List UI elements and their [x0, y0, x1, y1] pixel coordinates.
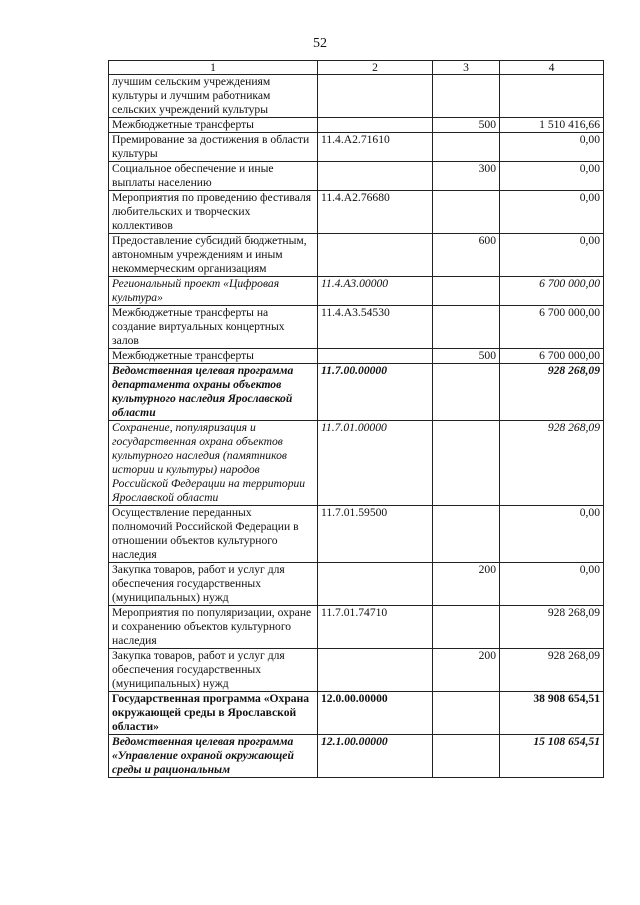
row-name-cell: Межбюджетные трансферты	[109, 118, 318, 133]
row-amount-cell: 0,00	[500, 563, 604, 606]
table-header-row	[109, 61, 604, 75]
row-type-cell: 200	[433, 649, 500, 692]
row-amount-cell: 0,00	[500, 191, 604, 234]
row-code-cell	[318, 234, 433, 277]
row-type-cell	[433, 506, 500, 563]
row-amount-cell: 1 510 416,66	[500, 118, 604, 133]
row-type-cell	[433, 692, 500, 735]
table-row	[109, 162, 604, 191]
table-row	[109, 606, 604, 649]
table-row	[109, 277, 604, 306]
row-amount-cell: 0,00	[500, 506, 604, 563]
row-amount-cell: 0,00	[500, 133, 604, 162]
column-header-1: 1	[109, 61, 318, 75]
row-amount-cell: 38 908 654,51	[500, 692, 604, 735]
row-name-cell: Межбюджетные трансферты на создание виртуальных концертных залов	[109, 306, 318, 349]
row-code-cell: 11.4.A2.76680	[318, 191, 433, 234]
row-type-cell	[433, 75, 500, 118]
table-row	[109, 421, 604, 506]
row-type-cell	[433, 133, 500, 162]
row-name-cell: Закупка товаров, работ и услуг для обеспечения государственных (муниципальных) нужд	[109, 563, 318, 606]
table-row	[109, 306, 604, 349]
row-type-cell	[433, 191, 500, 234]
row-type-cell	[433, 306, 500, 349]
row-code-cell: 11.7.01.59500	[318, 506, 433, 563]
row-name-cell: Предоставление субсидий бюджетным, автономным учреждениям и иным некоммерческим организациям	[109, 234, 318, 277]
row-code-cell: 11.7.01.74710	[318, 606, 433, 649]
row-amount-cell: 928 268,09	[500, 421, 604, 506]
row-type-cell: 600	[433, 234, 500, 277]
table-row	[109, 133, 604, 162]
row-code-cell	[318, 349, 433, 364]
column-header-2: 2	[318, 61, 433, 75]
row-type-cell	[433, 364, 500, 421]
row-code-cell: 12.0.00.00000	[318, 692, 433, 735]
row-amount-cell: 0,00	[500, 162, 604, 191]
row-name-cell: Ведомственная целевая программа департамента охраны объектов культурного наследия Ярославской области	[109, 364, 318, 421]
row-name-cell: Мероприятия по популяризации, охране и сохранению объектов культурного наследия	[109, 606, 318, 649]
row-amount-cell: 6 700 000,00	[500, 349, 604, 364]
row-amount-cell: 15 108 654,51	[500, 735, 604, 778]
table-row	[109, 234, 604, 277]
row-name-cell: Региональный проект «Цифровая культура»	[109, 277, 318, 306]
row-type-cell: 200	[433, 563, 500, 606]
row-amount-cell: 928 268,09	[500, 606, 604, 649]
row-type-cell: 500	[433, 118, 500, 133]
row-amount-cell	[500, 75, 604, 118]
table-row	[109, 735, 604, 778]
table-row	[109, 506, 604, 563]
row-code-cell: 11.4.A3.00000	[318, 277, 433, 306]
row-amount-cell: 6 700 000,00	[500, 277, 604, 306]
row-type-cell	[433, 606, 500, 649]
row-type-cell: 300	[433, 162, 500, 191]
row-type-cell	[433, 421, 500, 506]
row-name-cell: Межбюджетные трансферты	[109, 349, 318, 364]
table-row	[109, 563, 604, 606]
row-name-cell: лучшим сельским учреждениям культуры и лучшим работникам сельских учреждений культуры	[109, 75, 318, 118]
table-row	[109, 364, 604, 421]
page-number: 52	[313, 36, 327, 51]
row-code-cell: 11.4.A2.71610	[318, 133, 433, 162]
row-name-cell: Осуществление переданных полномочий Российской Федерации в отношении объектов культурного наследия	[109, 506, 318, 563]
row-amount-cell: 6 700 000,00	[500, 306, 604, 349]
row-name-cell: Государственная программа «Охрана окружающей среды в Ярославской области»	[109, 692, 318, 735]
row-name-cell: Мероприятия по проведению фестиваля любительских и творческих коллективов	[109, 191, 318, 234]
row-code-cell	[318, 118, 433, 133]
row-amount-cell: 0,00	[500, 234, 604, 277]
table-row	[109, 118, 604, 133]
row-amount-cell: 928 268,09	[500, 364, 604, 421]
row-name-cell: Ведомственная целевая программа «Управление охраной окружающей среды и рациональным	[109, 735, 318, 778]
column-header-4: 4	[500, 61, 604, 75]
row-amount-cell: 928 268,09	[500, 649, 604, 692]
table-row	[109, 75, 604, 118]
table-row	[109, 349, 604, 364]
row-type-cell	[433, 277, 500, 306]
row-type-cell: 500	[433, 349, 500, 364]
row-name-cell: Социальное обеспечение и иные выплаты населению	[109, 162, 318, 191]
table-body	[109, 75, 604, 778]
column-header-3: 3	[433, 61, 500, 75]
table-row	[109, 692, 604, 735]
row-code-cell: 11.4.A3.54530	[318, 306, 433, 349]
row-code-cell	[318, 649, 433, 692]
row-code-cell: 12.1.00.00000	[318, 735, 433, 778]
row-code-cell: 11.7.01.00000	[318, 421, 433, 506]
row-type-cell	[433, 735, 500, 778]
budget-table	[108, 60, 604, 778]
row-name-cell: Премирование за достижения в области культуры	[109, 133, 318, 162]
row-code-cell	[318, 162, 433, 191]
table-row	[109, 191, 604, 234]
row-name-cell: Закупка товаров, работ и услуг для обеспечения государственных (муниципальных) нужд	[109, 649, 318, 692]
row-name-cell: Сохранение, популяризация и государственная охрана объектов культурного наследия (памятников истории и культуры) народов Российской Федерации на территории Ярославской области	[109, 421, 318, 506]
row-code-cell: 11.7.00.00000	[318, 364, 433, 421]
table-row	[109, 649, 604, 692]
row-code-cell	[318, 75, 433, 118]
row-code-cell	[318, 563, 433, 606]
